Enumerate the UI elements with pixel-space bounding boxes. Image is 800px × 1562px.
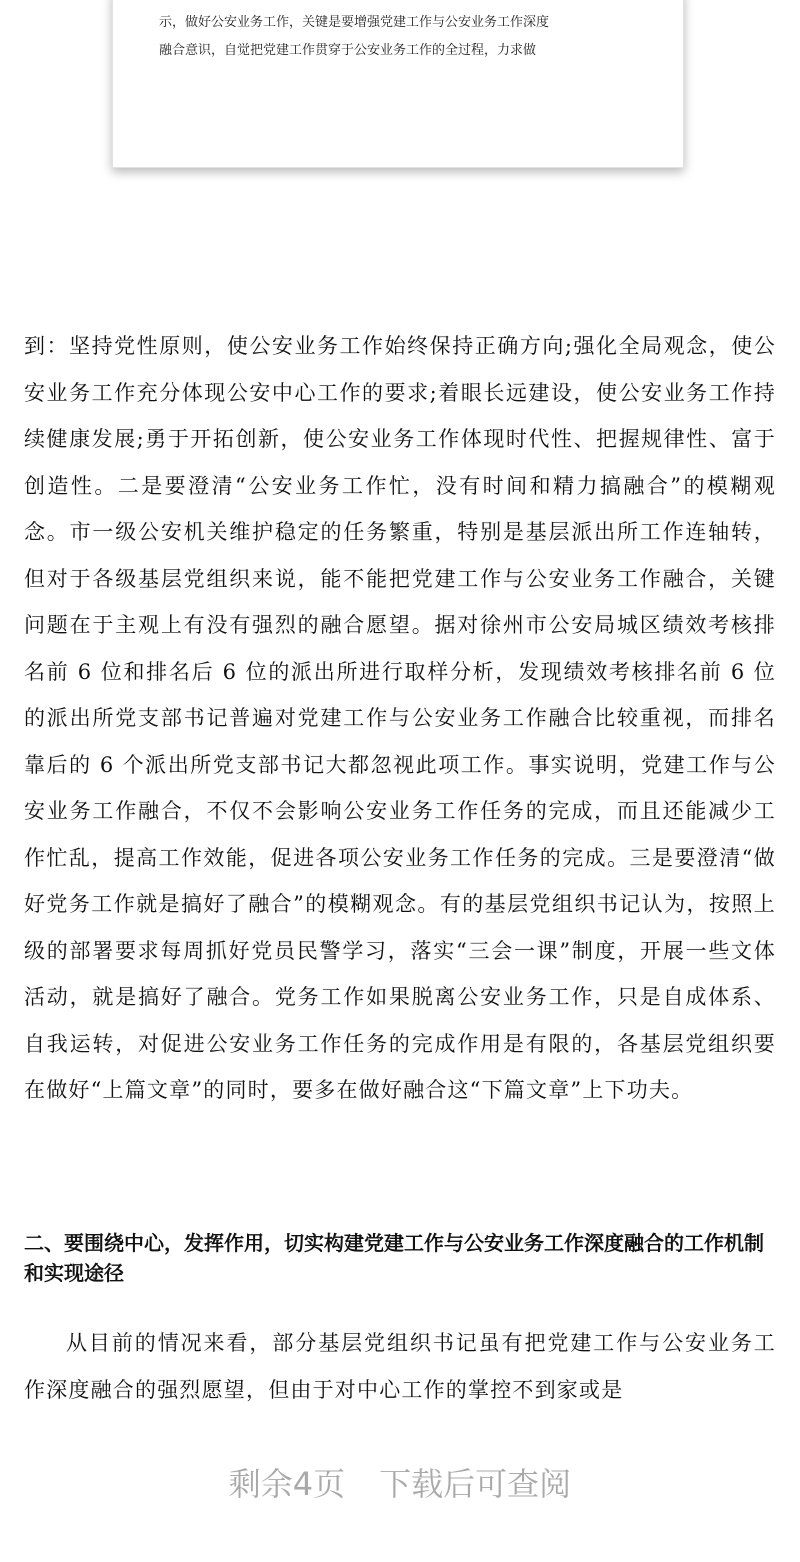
remaining-pages-label: 剩余4页 (228, 1465, 346, 1503)
preview-text-line: 示，做好公安业务工作，关键是要增强党建工作与公安业务工作深度 (159, 15, 550, 30)
download-prompt-banner[interactable] (0, 1458, 800, 1510)
preview-page-card (112, 0, 684, 168)
body-paragraph: 到：坚持党性原则，使公安业务工作始终保持正确方向;强化全局观念，使公安业务工作充分体现公安中心工作的要求;着眼长远建设，使公安业务工作持续健康发展;勇于开拓创新，使公安业务工作体现时代性、把握规律性、富于创造性。二是要澄清“公安业务工作忙，没有时间和精力搞融合”的模糊观念。市一级公安机关维护稳定的任务繁重，特别是基层派出所工作连轴转，但对于各级基层党组织来说，能不能把党建工作与公安业务工作融合，关键问题在于主观上有没有强烈的融合愿望。据对徐州市公安局城区绩效考核排名前 6 位和排名后 6 位的派出所进行取样分析，发现绩效考核排名前 6 位的派出所党支部书记普遍对党建工作与公安业务工作融合比较重视，而排名靠后的 6 个派出所党支部书记大都忽视此项工作。事实说明，党建工作与公安业务工作融合，不仅不会影响公安业务工作任务的完成，而且还能减少工作忙乱，提高工作效能，促进各项公安业务工作任务的完成。三是要澄清“做好党务工作就是搞好了融合”的模糊观念。有的基层党组织书记认为，按照上级的部署要求每周抓好党员民警学习，落实“三会一课”制度，开展一些文体活动，就是搞好了融合。党务工作如果脱离公安业务工作，只是自成体系、自我运转，对促进公安业务工作任务的完成作用是有限的，各基层党组织要在做好“上篇文章”的同时，要多在做好融合这“下篇文章”上下功夫。 (24, 334, 776, 1102)
section-heading: 二、要围绕中心，发挥作用，切实构建党建工作与公安业务工作深度融合的工作机制和实现途径 (24, 1231, 764, 1285)
body-paragraph: 从目前的情况来看，部分基层党组织书记虽有把党建工作与公安业务工作深度融合的强烈愿望，但由于对中心工作的掌控不到家或是 (24, 1331, 776, 1402)
preview-text-line: 融合意识，自觉把党建工作贯穿于公安业务工作的全过程，力求做 (159, 43, 537, 58)
download-to-view-label: 下载后可查阅 (379, 1465, 572, 1503)
